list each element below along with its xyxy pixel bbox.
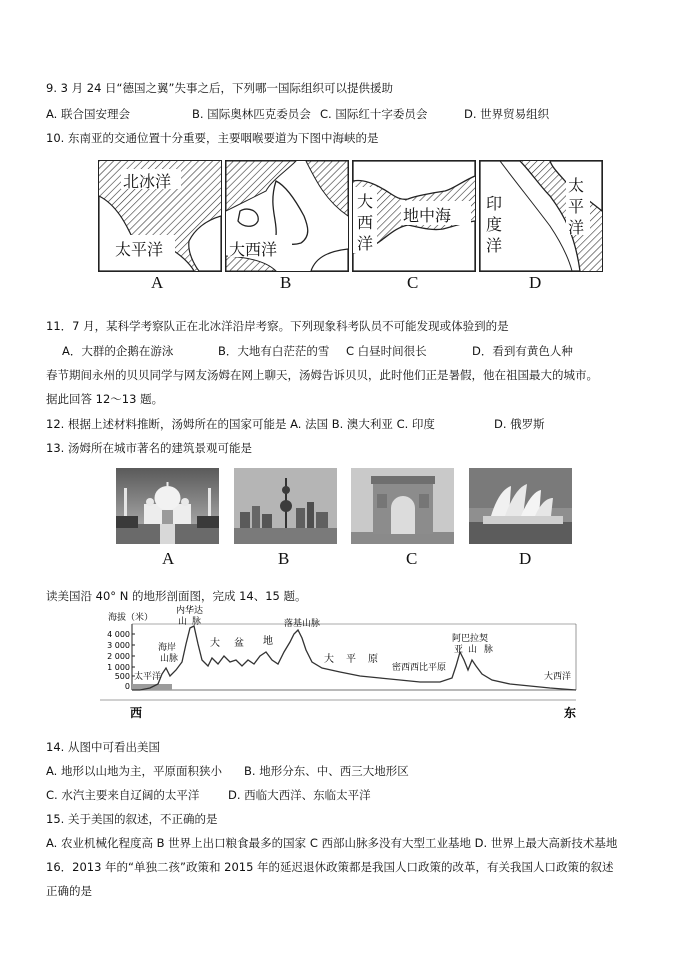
label-nevada-2: 山 bbox=[178, 617, 188, 627]
label-appalachian-3: 山 bbox=[468, 645, 478, 655]
q15-options: A. 农业机械化程度高 B 世界上出口粮食最多的国家 C 西部山脉多没有大型工业基地 D. 世界上最大高新技术基地 bbox=[46, 836, 618, 850]
q9-option-b: B. 国际奥林匹克委员会 bbox=[192, 107, 311, 121]
photo-a-drawing bbox=[116, 468, 219, 544]
map-d-label-pacific-1: 太 bbox=[568, 176, 585, 195]
map-d-label-indian-3: 洋 bbox=[486, 236, 503, 255]
photo-b-drawing bbox=[234, 468, 337, 544]
q15-stem: 15. 关于美国的叙述，不正确的是 bbox=[46, 812, 218, 826]
q12-stem: 12. 根据上述材料推断，汤姆所在的国家可能是 A. 法国 B. 澳大利亚 C. 印度 bbox=[46, 417, 435, 431]
map-a-label-arctic: 北冰洋 bbox=[123, 172, 172, 191]
label-basin-3: 地 bbox=[263, 636, 273, 647]
x-start-west: 西 bbox=[130, 706, 143, 720]
label-coast-range-1: 海岸 bbox=[158, 643, 177, 653]
label-basin-2: 盆 bbox=[234, 638, 244, 649]
photo-d-sydney-opera-house bbox=[469, 468, 572, 544]
q14-stem: 14. 从图中可看出美国 bbox=[46, 740, 160, 754]
q10-stem: 10. 东南亚的交通位置十分重要，主要咽喉要道为下图中海峡的是 bbox=[46, 131, 379, 145]
label-pacific: 太平洋 bbox=[134, 672, 162, 682]
photo-c-letter: C bbox=[406, 549, 418, 568]
y-axis-label: 海拔（米） bbox=[108, 613, 154, 623]
map-d-label-indian-1: 印 bbox=[486, 194, 503, 213]
q11-option-c: C 白昼时间很长 bbox=[346, 344, 427, 358]
y-tick-label: 4 000 bbox=[107, 630, 130, 639]
y-tick-label: 0 bbox=[124, 682, 130, 691]
map-d-label-pacific-2: 平 bbox=[568, 197, 585, 216]
map-c-label-atlantic-2: 西 bbox=[357, 213, 374, 232]
map-c bbox=[352, 160, 476, 272]
q9-option-d: D. 世界贸易组织 bbox=[464, 107, 550, 121]
y-tick-label: 500 bbox=[114, 672, 130, 681]
map-b-label-atlantic: 大西洋 bbox=[229, 240, 278, 259]
q11-option-d: D．看到有黄色人种 bbox=[472, 344, 573, 358]
photo-b-letter: B bbox=[278, 549, 290, 568]
q9-stem: 9. 3 月 24 日“德国之翼”失事之后，下列哪一国际组织可以提供援助 bbox=[46, 81, 393, 95]
photo-d-drawing bbox=[469, 468, 572, 544]
y-tick-label: 1 000 bbox=[107, 663, 130, 672]
map-d bbox=[479, 160, 603, 272]
map-d-label-indian-2: 度 bbox=[486, 215, 503, 234]
photo-a-taj-mahal bbox=[116, 468, 219, 544]
label-appalachian-1: 阿巴拉契 bbox=[452, 634, 489, 644]
map-c-letter: C bbox=[407, 273, 419, 292]
map-d-label-pacific-3: 洋 bbox=[568, 218, 585, 237]
label-plains-3: 原 bbox=[368, 654, 378, 665]
label-mississippi: 密西西比平原 bbox=[392, 663, 447, 673]
q14-option-c: C. 水汽主要来自辽阔的太平洋 bbox=[46, 788, 200, 802]
x-end-east: 东 bbox=[564, 706, 577, 720]
q14-option-b: B. 地形分东、中、西三大地形区 bbox=[244, 764, 409, 778]
label-atlantic: 大西洋 bbox=[544, 672, 572, 682]
photo-b-shanghai-skyline bbox=[234, 468, 337, 544]
y-tick-labels bbox=[107, 630, 135, 691]
q14-option-a: A. 地形以山地为主，平原面积狭小 bbox=[46, 764, 222, 778]
y-tick-label: 2 000 bbox=[107, 652, 130, 661]
map-a-label-pacific: 太平洋 bbox=[115, 240, 164, 259]
label-appalachian-4: 脉 bbox=[484, 645, 494, 655]
map-c-label-mediterranean: 地中海 bbox=[403, 206, 452, 225]
q16-line-2: 正确的是 bbox=[46, 884, 92, 898]
photo-a-letter: A bbox=[162, 549, 175, 568]
q16-line-1: 16．2013 年的“单独二孩”政策和 2015 年的延迟退休政策都是我国人口政策的改革，有关我国人口政策的叙述 bbox=[46, 860, 614, 874]
map-a bbox=[98, 160, 222, 272]
q13-stem: 13. 汤姆所在城市著名的建筑景观可能是 bbox=[46, 441, 252, 455]
q11-stem: 11．7 月，某科学考察队正在北冰洋沿岸考察。下列现象科考队员不可能发现或体验到的是 bbox=[46, 319, 509, 333]
label-rocky: 落基山脉 bbox=[284, 619, 321, 629]
label-plains-2: 平 bbox=[346, 654, 356, 665]
label-coast-range-2: 山脉 bbox=[160, 654, 179, 664]
label-basin-1: 大 bbox=[210, 638, 220, 649]
label-nevada-1: 内华达 bbox=[176, 606, 204, 616]
passage-line-1: 春节期间永州的贝贝同学与网友汤姆在网上聊天，汤姆告诉贝贝，此时他们正是暑假，他在祖国最大的城市。 bbox=[46, 368, 598, 382]
map-d-letter: D bbox=[529, 273, 542, 292]
q14-option-d: D. 西临大西洋、东临太平洋 bbox=[228, 788, 371, 802]
label-appalachian-2: 亚 bbox=[454, 645, 464, 655]
y-tick-label: 3 000 bbox=[107, 641, 130, 650]
label-nevada-3: 脉 bbox=[192, 617, 202, 627]
photo-c-arc-de-triomphe bbox=[351, 468, 454, 544]
map-b-letter: B bbox=[280, 273, 292, 292]
q12-option-d: D. 俄罗斯 bbox=[494, 417, 545, 431]
map-b bbox=[225, 160, 349, 272]
photo-c-drawing bbox=[351, 468, 454, 544]
label-plains-1: 大 bbox=[324, 654, 334, 665]
q9-option-c: C. 国际红十字委员会 bbox=[320, 107, 428, 121]
passage-line-2: 据此回答 12～13 题。 bbox=[46, 392, 164, 406]
photo-d-letter: D bbox=[519, 549, 532, 568]
profile-intro: 读美国沿 40° N 的地形剖面图，完成 14、15 题。 bbox=[46, 589, 307, 603]
terrain-profile-chart bbox=[100, 604, 590, 722]
map-c-label-atlantic-3: 洋 bbox=[357, 234, 374, 253]
q11-option-a: A．大群的企鹅在游泳 bbox=[62, 344, 174, 358]
map-c-label-atlantic-1: 大 bbox=[357, 192, 374, 211]
q11-option-b: B．大地有白茫茫的雪 bbox=[218, 344, 330, 358]
map-a-letter: A bbox=[151, 273, 164, 292]
q9-option-a: A. 联合国安理会 bbox=[46, 107, 130, 121]
